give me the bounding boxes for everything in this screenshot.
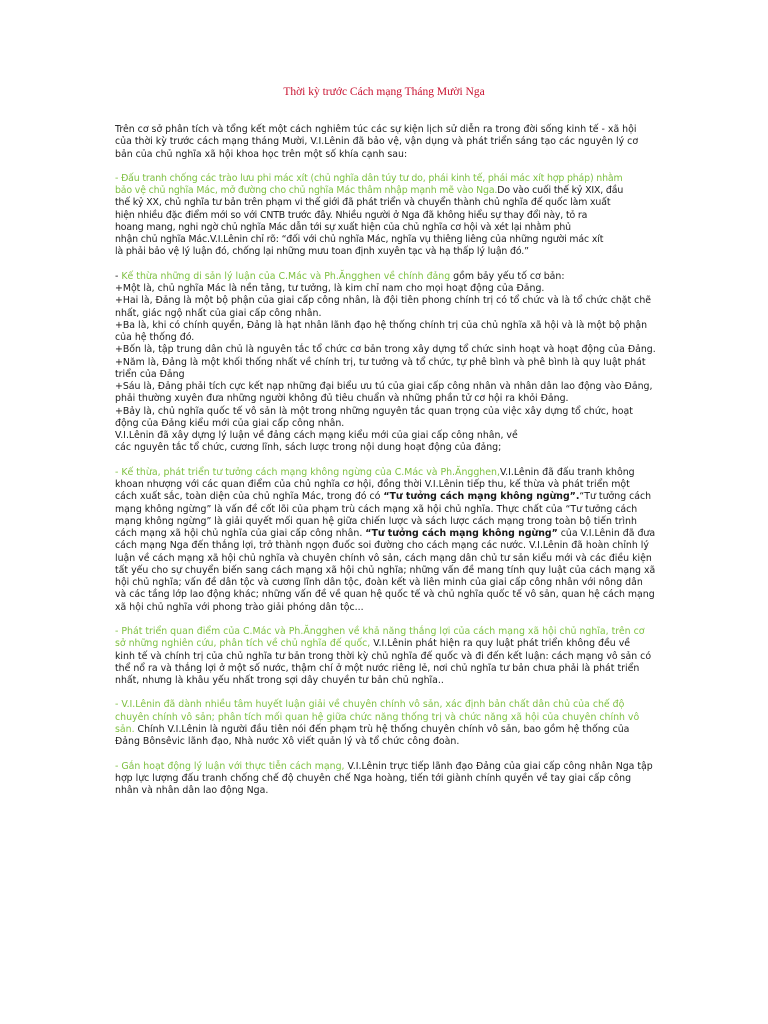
text-line: +Hai là, Đảng là một bộ phận của giai cấp công nhân, là đội tiên phong chính trị có tổ chức và là tổ chức chặt chẽ — [115, 295, 652, 307]
text-line: của hệ thống đó. — [115, 332, 195, 344]
section-heading: sở những nghiên cứu, phân tích về chủ nghĩa đế quốc, — [115, 638, 371, 650]
text-line: mạng không ngừng” là giải quyết mối quan hệ giữa chiến lược và sách lược cách mạng trong toàn bộ tiến trình — [115, 515, 637, 527]
text-line: +Bốn là, tập trung dân chủ là nguyên tắc tổ chức cơ bản trong xây dựng tổ chức sinh hoạt và hoạt động của Đảng. — [115, 344, 656, 356]
bullet-dash: - — [115, 270, 122, 282]
text-line: +Sáu là, Đảng phải tích cực kết nạp những đại biểu ưu tú của giai cấp công nhân và nhân dân lao động vào Đảng, — [115, 381, 653, 393]
text-fragment: V.I.Lênin đã đấu tranh không — [499, 466, 635, 478]
text-line: kinh tế và chính trị của chủ nghĩa tư bản trong thời kỳ chủ nghĩa đế quốc và đi đến kết luận: cách mạng vô sản có — [115, 650, 652, 662]
text-line: cách mạng Nga đến thắng lợi, trở thành ngọn đuốc soi đường cho cách mạng các nước. V.I.Lênin đã hoàn chỉnh lý — [115, 540, 649, 552]
section-3-paragraph — [115, 467, 655, 614]
text-fragment: cách xuất sắc, toàn diện của chủ nghĩa Mác, trong đó có — [115, 491, 384, 503]
text-fragment: cách mạng xã hội chủ nghĩa của giai cấp công nhân. — [115, 528, 366, 540]
text-line: nhận chủ nghĩa Mác.V.I.Lênin chỉ rõ: “đối với chủ nghĩa Mác, nghĩa vụ thiêng liêng của những người mác xít — [115, 234, 604, 246]
section-heading: chuyên chính vô sản; phân tích mối quan hệ giữa chức năng thống trị và chức năng xã hội của chuyên chính vô — [115, 711, 640, 723]
section-heading: bảo vệ chủ nghĩa Mác, mở đường cho chủ nghĩa Mác thâm nhập mạnh mẽ vào Nga. — [115, 185, 498, 197]
section-6-paragraph — [115, 761, 655, 798]
text-line: tất yếu cho sự chuyển biến sang cách mạng xã hội chủ nghĩa; những vấn đề mang tính quy luật của cách mạng xã — [115, 564, 656, 576]
text-line: Đảng Bônsêvic lãnh đạo, Nhà nước Xô viết quản lý và tổ chức công đoàn. — [115, 736, 460, 748]
text-line — [115, 638, 655, 650]
text-line: +Năm là, Đảng là một khối thống nhất về chính trị, tư tưởng và tổ chức, tự phê bình và phê bình là quy luật phát — [115, 356, 646, 368]
text-fragment: “Tư tưởng cách — [579, 491, 652, 503]
text-line: hiện nhiều đặc điểm mới so với CNTB trước đây. Nhiều người ở Nga đã không hiểu sự thay đổi này, tỏ ra — [115, 209, 588, 221]
bold-quote: “Tư tưởng cách mạng không ngừng”. — [383, 491, 580, 503]
section-heading: - Đấu tranh chống các trào lưu phi mác xít (chủ nghĩa dân túy tư do, phái kinh tế, phái mác xít hợp pháp) nhằm — [115, 172, 623, 184]
section-heading: - V.I.Lênin đã dành nhiều tâm huyết luận giải về chuyên chính vô sản, xác định bản chất dân chủ của chế độ — [115, 699, 625, 711]
text-line: khoan nhượng với các quan điểm của chủ nghĩa cơ hội, đồng thời V.I.Lênin tiếp thu, kế thừa và phát triển một — [115, 479, 630, 491]
text-fragment: V.I.Lênin trực tiếp lãnh đạo Đảng của giai cấp công nhân Nga tập — [344, 760, 653, 772]
text-line — [115, 724, 655, 736]
text-line: V.I.Lênin đã xây dựng lý luận về đảng cách mạng kiểu mới của giai cấp công nhân, về — [115, 430, 518, 442]
bold-quote: “Tư tưởng cách mạng không ngừng” — [365, 528, 558, 540]
text-line: mạng không ngừng” là vấn đề cốt lõi của phạm trù cách mạng xã hội chủ nghĩa. Thực chất của “Tư tưởng cách — [115, 503, 638, 515]
intro-paragraph — [115, 124, 655, 161]
text-fragment: V.I.Lênin phát hiện ra quy luật phát triển không đều về — [370, 638, 631, 650]
text-fragment: gồm bảy yếu tố cơ bản: — [450, 270, 565, 282]
section-4-paragraph — [115, 626, 655, 687]
text-line — [115, 528, 655, 540]
text-line: và các tầng lớp lao động khác; những vấn đề về quan hệ quốc tế và chủ nghĩa quốc tế vô sản, quan hệ cách mạng — [115, 589, 655, 601]
text-line: là phải bảo vệ lý luận đó, chống lại những mưu toan định xuyên tạc và hạ thấp lý luận đó.” — [115, 246, 529, 258]
section-5-paragraph — [115, 699, 655, 748]
text-line: +Ba là, khi có chính quyền, Đảng là hạt nhân lãnh đạo hệ thống chính trị của chủ nghĩa xã hội và là một bộ phận — [115, 319, 648, 331]
text-line: +Bảy là, chủ nghĩa quốc tế vô sản là một trong những nguyên tắc quan trọng của việc xây dựng tổ chức, hoạt — [115, 405, 633, 417]
section-2-paragraph — [115, 271, 655, 455]
text-line: +Một là, chủ nghĩa Mác là nền tảng, tư tưởng, là kim chỉ nam cho mọi hoạt động của Đảng. — [115, 283, 545, 295]
text-line — [115, 271, 655, 283]
text-line: thể nổ ra và thắng lợi ở một số nước, thậm chí ở một nước riêng lẻ, nơi chủ nghĩa tư bản chưa phải là phát triển — [115, 662, 640, 674]
text-line: nhất, giác ngộ nhất của giai cấp công nhân. — [115, 307, 322, 319]
section-heading: - Phát triển quan điểm của C.Mác và Ph.Ăngghen về khả năng thắng lợi của cách mạng xã hội chủ nghĩa, trên cơ — [115, 626, 645, 637]
section-heading: - Gắn hoạt động lý luận với thực tiễn cách mạng, — [115, 760, 345, 772]
text-line: nhân và nhân dân lao động Nga. — [115, 785, 269, 797]
text-line: xã hội chủ nghĩa với phong trào giải phóng dân tộc... — [115, 601, 364, 613]
text-line — [115, 761, 655, 773]
page-title: Thời kỳ trước Cách mạng Tháng Mười Nga — [283, 86, 485, 98]
text-line: hội chủ nghĩa; vấn đề dân tộc và cương lĩnh dân tộc, đoàn kết và liên minh của giai cấp công nhân với nông dân — [115, 577, 643, 589]
text-fragment: Do vào cuối thế kỷ XIX, đầu — [497, 185, 624, 197]
text-fragment: của V.I.Lênin đã đưa — [557, 528, 656, 540]
section-heading: sản. — [115, 723, 135, 735]
text-line: Trên cơ sở phân tích và tổng kết một cách nghiêm túc các sự kiện lịch sử diễn ra trong đời sống kinh tế - xã hội — [115, 124, 637, 135]
text-line — [115, 467, 655, 479]
document-body — [115, 124, 655, 810]
text-line: động của Đảng kiểu mới của giai cấp công nhân. — [115, 417, 345, 429]
text-line: của thời kỳ trước cách mạng tháng Mười, V.I.Lênin đã bảo vệ, vận dụng và phát triển sáng tạo các nguyên lý cơ — [115, 136, 639, 148]
section-1-paragraph — [115, 173, 655, 259]
text-line: nhất, nhưng là khâu yếu nhất trong sợi dây chuyền tư bản chủ nghĩa.. — [115, 675, 444, 686]
section-heading: - Kế thừa, phát triển tư tưởng cách mạng không ngừng của C.Mác và Ph.Ăngghen, — [115, 466, 500, 478]
text-line: bản của chủ nghĩa xã hội khoa học trên một số khía cạnh sau: — [115, 148, 408, 160]
text-line: hoang mang, nghi ngờ chủ nghĩa Mác dẫn tới sự xuất hiện của chủ nghĩa cơ hội và xét lại nhằm phủ — [115, 221, 571, 233]
text-line: thế kỷ XX, chủ nghĩa tư bản trên phạm vi thế giới đã phát triển và chuyển thành chủ nghĩa đế quốc làm xuất — [115, 197, 611, 209]
text-line: triển của Đảng — [115, 368, 185, 380]
text-line: hợp lực lượng đấu tranh chống chế độ chuyên chế Nga hoàng, tiến tới giành chính quyền về tay giai cấp công — [115, 772, 632, 784]
text-line — [115, 185, 655, 197]
text-line — [115, 491, 655, 503]
text-line: phải thường xuyên đưa những người không đủ tiêu chuẩn và những phần tử cơ hội ra khỏi Đảng. — [115, 393, 569, 405]
text-fragment: Chính V.I.Lênin là người đầu tiên nói đến phạm trù hệ thống chuyên chính vô sản, bao gồm hệ thống của — [134, 723, 630, 735]
text-line: luận về cách mạng xã hội chủ nghĩa và chuyên chính vô sản, cách mạng dân chủ tư sản kiểu mới và các điều kiện — [115, 552, 652, 564]
text-line: các nguyên tắc tổ chức, cương lĩnh, sách lược trong nội dung hoạt động của đảng; — [115, 442, 502, 454]
section-heading: Kế thừa những di sản lý luận của C.Mác và Ph.Ăngghen về chính đảng — [121, 270, 451, 282]
